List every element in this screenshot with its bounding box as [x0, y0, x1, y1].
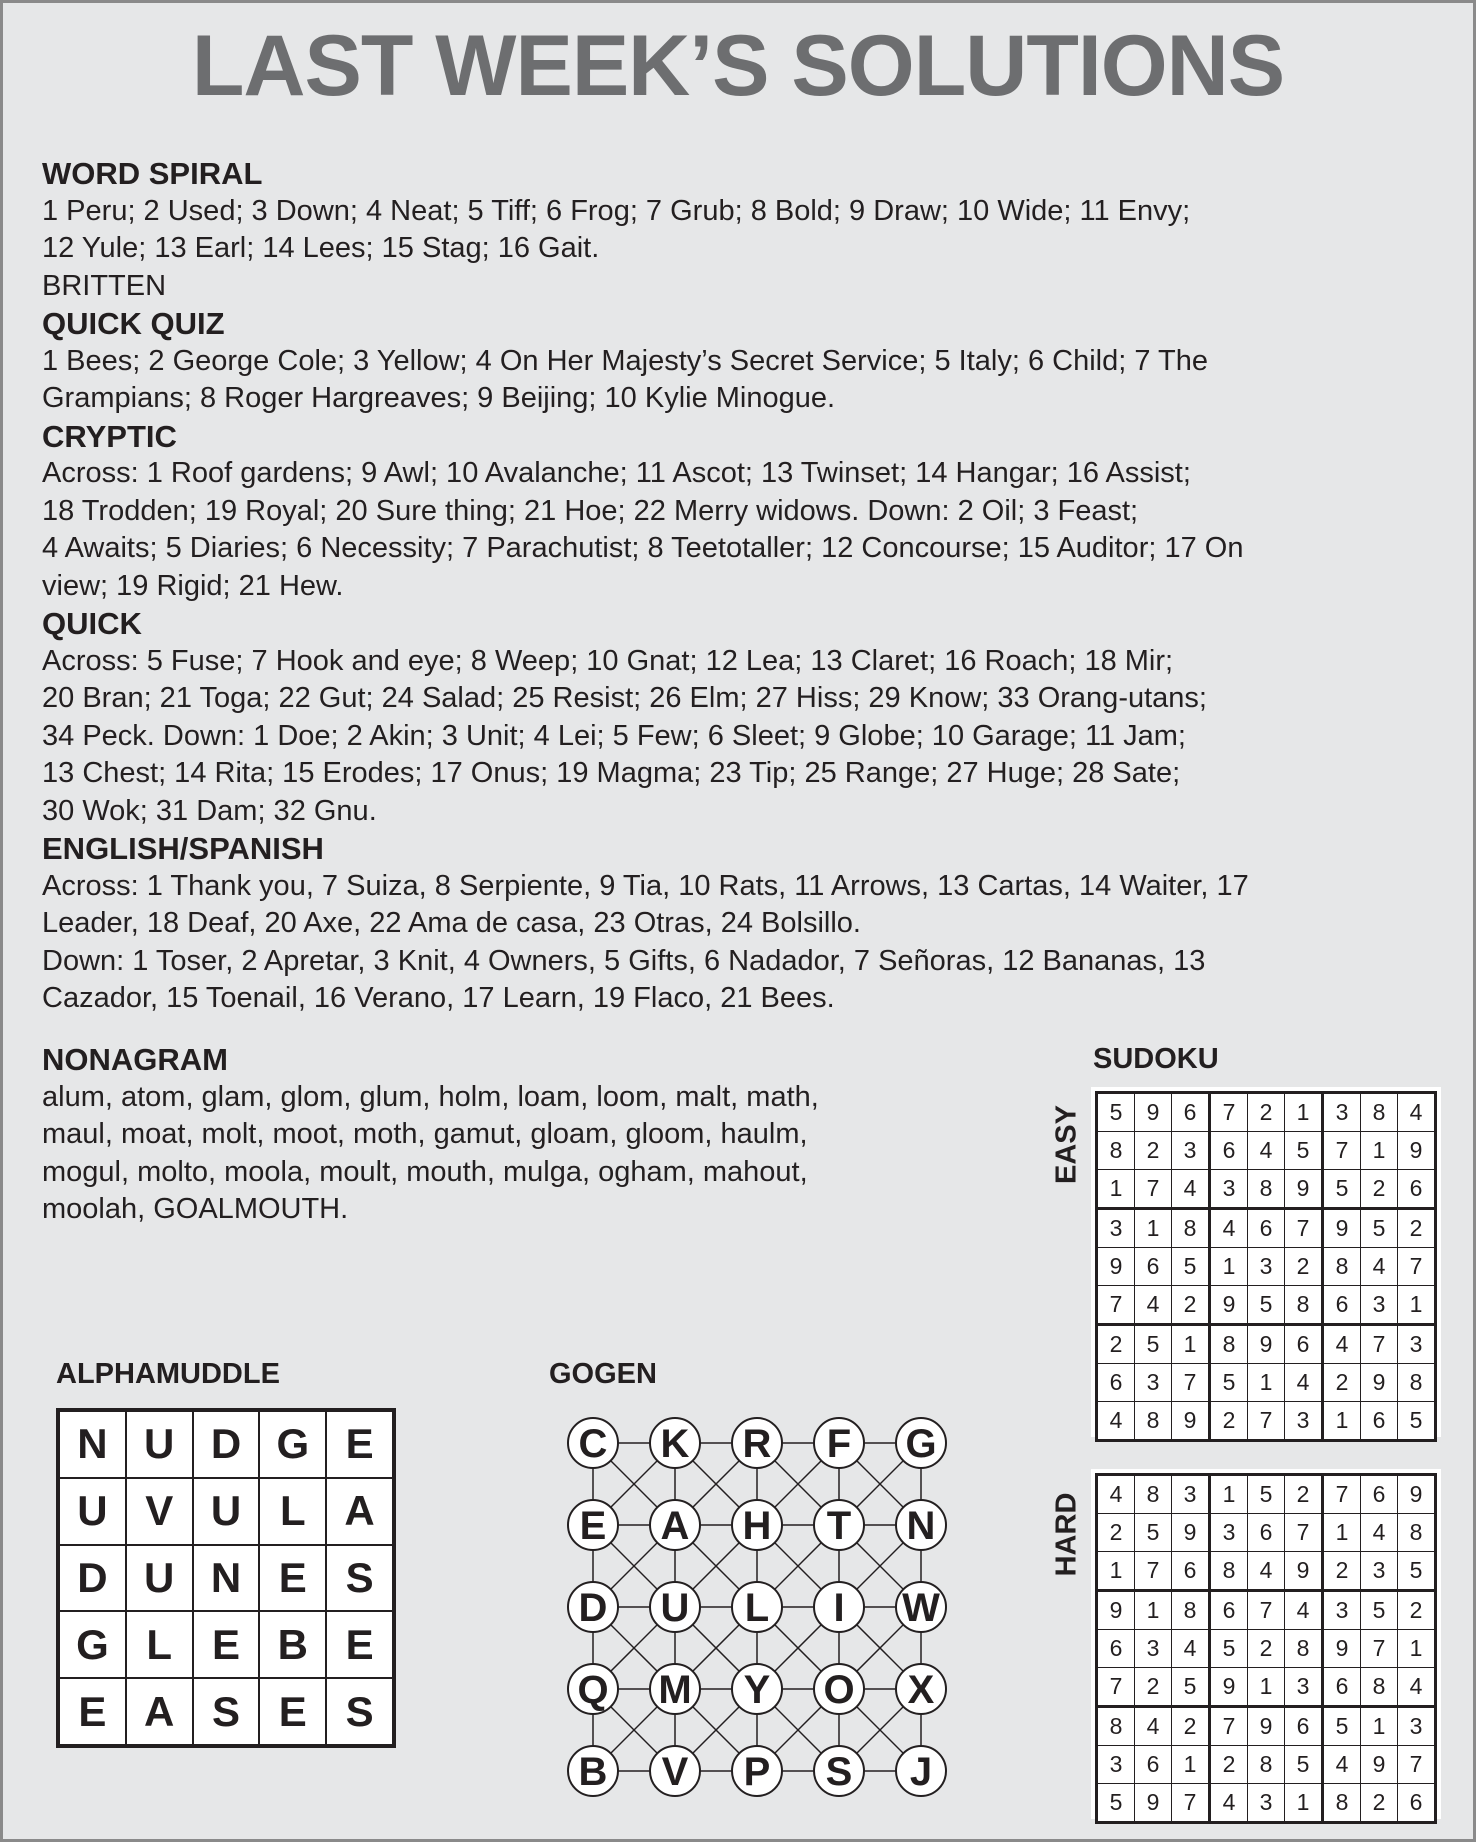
gogen-letter: U — [660, 1586, 690, 1630]
sudoku-cell: 5 — [1398, 1552, 1436, 1591]
sudoku-cell: 3 — [1097, 1209, 1135, 1248]
sudoku-cell: 6 — [1361, 1402, 1398, 1441]
gogen-letter: Q — [577, 1668, 609, 1712]
sudoku-cell: 6 — [1323, 1286, 1361, 1325]
sudoku-cell: 8 — [1172, 1209, 1210, 1248]
section-nonagram — [42, 1041, 1002, 1229]
sudoku-cell: 2 — [1135, 1668, 1172, 1707]
sudoku-cell: 2 — [1285, 1248, 1323, 1286]
gogen-letter: A — [660, 1504, 690, 1548]
alphamuddle-cell: A — [326, 1478, 393, 1545]
gogen-letter: J — [909, 1750, 933, 1794]
gogen-letter: P — [743, 1750, 771, 1794]
sudoku-cell: 8 — [1398, 1364, 1436, 1402]
sudoku-cell: 1 — [1248, 1668, 1285, 1707]
sudoku-cell: 9 — [1097, 1248, 1135, 1286]
sudoku-cell: 6 — [1097, 1630, 1135, 1668]
sudoku-cell: 9 — [1172, 1514, 1210, 1552]
sudoku-cell: 3 — [1135, 1630, 1172, 1668]
sudoku-cell: 4 — [1398, 1093, 1436, 1132]
section-line: Down: 1 Toser, 2 Apretar, 3 Knit, 4 Owners, 5 Gifts, 6 Nadador, 7 Señoras, 12 Bananas, 13 — [42, 944, 1206, 977]
section-heading: ENGLISH/SPANISH — [42, 831, 324, 866]
sudoku-cell: 7 — [1398, 1248, 1436, 1286]
section-line: 1 Bees; 2 George Cole; 3 Yellow; 4 On Her Majesty’s Secret Service; 5 Italy; 6 Child; 7 The — [42, 344, 1208, 377]
sudoku-cell: 4 — [1361, 1248, 1398, 1286]
sudoku-easy-label: EASY — [1050, 1105, 1083, 1184]
sudoku-cell: 2 — [1361, 1784, 1398, 1823]
sudoku-cell: 5 — [1361, 1209, 1398, 1248]
alphamuddle-cell: L — [126, 1611, 193, 1678]
alphamuddle-cell: E — [259, 1678, 326, 1745]
sudoku-easy-grid — [1091, 1087, 1441, 1437]
sudoku-cell: 9 — [1248, 1325, 1285, 1364]
sudoku-cell: 4 — [1361, 1514, 1398, 1552]
gogen-letter: D — [578, 1586, 608, 1630]
sudoku-cell: 2 — [1398, 1209, 1436, 1248]
gogen-letter: F — [826, 1422, 852, 1466]
sudoku-cell: 6 — [1172, 1552, 1210, 1591]
sudoku-cell: 1 — [1097, 1552, 1135, 1591]
gogen-letter: V — [661, 1750, 689, 1794]
sudoku-cell: 9 — [1097, 1591, 1135, 1630]
sudoku-cell: 3 — [1361, 1286, 1398, 1325]
sudoku-cell: 9 — [1210, 1286, 1248, 1325]
sudoku-cell: 7 — [1172, 1364, 1210, 1402]
alphamuddle-cell: D — [193, 1411, 260, 1478]
sudoku-cell: 8 — [1361, 1668, 1398, 1707]
section-line: Grampians; 8 Roger Hargreaves; 9 Beijing; 10 Kylie Minogue. — [42, 382, 836, 414]
section-line: Leader, 18 Deaf, 20 Axe, 22 Ama de casa, 23 Otras, 24 Bolsillo. — [42, 907, 861, 939]
section-line: 34 Peck. Down: 1 Doe; 2 Akin; 3 Unit; 4 Lei; 5 Few; 6 Sleet; 9 Globe; 10 Garage; 11 Jam; — [42, 719, 1186, 752]
section-quick-quiz — [42, 305, 1447, 418]
sudoku-cell: 3 — [1361, 1552, 1398, 1591]
gogen-letter: N — [906, 1504, 936, 1548]
sudoku-cell: 1 — [1361, 1707, 1398, 1746]
sudoku-cell: 3 — [1323, 1093, 1361, 1132]
sudoku-cell: 4 — [1097, 1402, 1135, 1441]
sudoku-cell: 3 — [1285, 1402, 1323, 1441]
sudoku-cell: 8 — [1135, 1475, 1172, 1514]
sudoku-heading: SUDOKU — [1093, 1043, 1219, 1075]
section-line: 1 Peru; 2 Used; 3 Down; 4 Neat; 5 Tiff; 6 Frog; 7 Grub; 8 Bold; 9 Draw; 10 Wide; 11 Envy; — [42, 194, 1191, 227]
sudoku-cell: 4 — [1323, 1746, 1361, 1784]
sudoku-cell: 8 — [1323, 1784, 1361, 1823]
section-quick — [42, 605, 1447, 830]
sudoku-cell: 9 — [1398, 1475, 1436, 1514]
sudoku-cell: 1 — [1398, 1286, 1436, 1325]
alphamuddle-cell: N — [59, 1411, 126, 1478]
sudoku-cell: 3 — [1398, 1325, 1436, 1364]
sudoku-cell: 2 — [1097, 1514, 1135, 1552]
sudoku-cell: 7 — [1248, 1402, 1285, 1441]
sudoku-cell: 4 — [1172, 1170, 1210, 1209]
sudoku-cell: 2 — [1210, 1402, 1248, 1441]
alphamuddle-cell: G — [259, 1411, 326, 1478]
solutions-text — [42, 155, 1447, 1018]
alphamuddle-cell: N — [193, 1545, 260, 1612]
sudoku-cell: 3 — [1398, 1707, 1436, 1746]
sudoku-cell: 4 — [1097, 1475, 1135, 1514]
sudoku-table — [1095, 1091, 1437, 1442]
sudoku-cell: 4 — [1248, 1132, 1285, 1170]
sudoku-cell: 3 — [1248, 1784, 1285, 1823]
sudoku-cell: 6 — [1361, 1475, 1398, 1514]
section-line: Across: 1 Thank you, 7 Suiza, 8 Serpiente, 9 Tia, 10 Rats, 11 Arrows, 13 Cartas, 14 Waiter, 17 — [42, 869, 1249, 902]
gogen-letter: S — [825, 1750, 853, 1794]
sudoku-cell: 4 — [1172, 1630, 1210, 1668]
alphamuddle-cell: E — [59, 1678, 126, 1745]
section-english-spanish — [42, 830, 1447, 1018]
section-line: mogul, molto, moola, moult, mouth, mulga, ogham, mahout, — [42, 1155, 808, 1188]
section-line: Across: 5 Fuse; 7 Hook and eye; 8 Weep; 10 Gnat; 12 Lea; 13 Claret; 16 Roach; 18 Mir; — [42, 644, 1174, 677]
alphamuddle-cell: D — [59, 1545, 126, 1612]
sudoku-cell: 3 — [1097, 1746, 1135, 1784]
sudoku-cell: 4 — [1135, 1286, 1172, 1325]
sudoku-cell: 5 — [1248, 1286, 1285, 1325]
section-cryptic — [42, 418, 1447, 606]
sudoku-cell: 7 — [1248, 1591, 1285, 1630]
sudoku-cell: 6 — [1398, 1784, 1436, 1823]
sudoku-cell: 4 — [1323, 1325, 1361, 1364]
sudoku-cell: 8 — [1398, 1514, 1436, 1552]
sudoku-cell: 8 — [1285, 1286, 1323, 1325]
sudoku-cell: 8 — [1210, 1325, 1248, 1364]
section-line: moolah, GOALMOUTH. — [42, 1193, 349, 1225]
section-line: view; 19 Rigid; 21 Hew. — [42, 569, 344, 602]
sudoku-cell: 3 — [1210, 1514, 1248, 1552]
sudoku-cell: 9 — [1248, 1707, 1285, 1746]
sudoku-cell: 7 — [1285, 1209, 1323, 1248]
sudoku-cell: 5 — [1135, 1514, 1172, 1552]
sudoku-cell: 5 — [1097, 1784, 1135, 1823]
alphamuddle-cell: S — [326, 1678, 393, 1745]
sudoku-cell: 5 — [1323, 1707, 1361, 1746]
gogen-letter: X — [907, 1668, 935, 1712]
sudoku-cell: 7 — [1135, 1170, 1172, 1209]
gogen-letter: K — [660, 1422, 690, 1466]
sudoku-cell: 4 — [1210, 1784, 1248, 1823]
section-line: 4 Awaits; 5 Diaries; 6 Necessity; 7 Parachutist; 8 Teetotaller; 12 Concourse; 15 Auditor; 17 On — [42, 532, 1244, 564]
section-line: Cazador, 15 Toenail, 16 Verano, 17 Learn, 19 Flaco, 21 Bees. — [42, 982, 835, 1014]
sudoku-cell: 5 — [1285, 1132, 1323, 1170]
sudoku-cell: 5 — [1210, 1630, 1248, 1668]
sudoku-cell: 5 — [1248, 1475, 1285, 1514]
sudoku-cell: 2 — [1210, 1746, 1248, 1784]
sudoku-cell: 4 — [1285, 1591, 1323, 1630]
sudoku-cell: 1 — [1248, 1364, 1285, 1402]
sudoku-cell: 6 — [1248, 1209, 1285, 1248]
section-line: alum, atom, glam, glom, glum, holm, loam, loom, malt, math, — [42, 1080, 819, 1113]
sudoku-cell: 6 — [1135, 1746, 1172, 1784]
section-heading: CRYPTIC — [42, 418, 177, 454]
sudoku-cell: 1 — [1097, 1170, 1135, 1209]
sudoku-cell: 7 — [1135, 1552, 1172, 1591]
sudoku-cell: 3 — [1172, 1475, 1210, 1514]
gogen-letter: E — [579, 1504, 607, 1548]
alphamuddle-cell: S — [193, 1678, 260, 1745]
sudoku-cell: 7 — [1323, 1475, 1361, 1514]
sudoku-cell: 5 — [1172, 1248, 1210, 1286]
gogen-letter: C — [578, 1422, 608, 1466]
sudoku-cell: 3 — [1172, 1132, 1210, 1170]
sudoku-cell: 2 — [1248, 1630, 1285, 1668]
sudoku-cell: 7 — [1285, 1514, 1323, 1552]
sudoku-cell: 3 — [1323, 1591, 1361, 1630]
sudoku-cell: 6 — [1398, 1170, 1436, 1209]
sudoku-cell: 5 — [1398, 1402, 1436, 1441]
sudoku-cell: 9 — [1398, 1132, 1436, 1170]
section-word-spiral — [42, 155, 1447, 305]
sudoku-cell: 5 — [1323, 1170, 1361, 1209]
sudoku-cell: 6 — [1210, 1132, 1248, 1170]
alphamuddle-cell: E — [193, 1611, 260, 1678]
sudoku-hard-grid — [1091, 1469, 1441, 1819]
gogen-letter: O — [823, 1668, 855, 1712]
sudoku-cell: 2 — [1172, 1286, 1210, 1325]
alphamuddle-cell: S — [326, 1545, 393, 1612]
sudoku-cell: 1 — [1323, 1514, 1361, 1552]
gogen-letter: T — [826, 1504, 852, 1548]
sudoku-cell: 9 — [1135, 1093, 1172, 1132]
section-heading: WORD SPIRAL — [42, 156, 263, 191]
sudoku-cell: 3 — [1285, 1668, 1323, 1707]
alphamuddle-cell: E — [326, 1611, 393, 1678]
section-heading: NONAGRAM — [42, 1042, 228, 1077]
sudoku-cell: 6 — [1135, 1248, 1172, 1286]
sudoku-hard-label: HARD — [1050, 1492, 1083, 1577]
alphamuddle-cell: L — [259, 1478, 326, 1545]
sudoku-cell: 5 — [1135, 1325, 1172, 1364]
section-line: 30 Wok; 31 Dam; 32 Gnu. — [42, 794, 377, 827]
section-line: 13 Chest; 14 Rita; 15 Erodes; 17 Onus; 19 Magma; 23 Tip; 25 Range; 27 Huge; 28 Sate; — [42, 757, 1181, 789]
sudoku-cell: 9 — [1210, 1668, 1248, 1707]
sudoku-cell: 5 — [1285, 1746, 1323, 1784]
sudoku-cell: 2 — [1323, 1552, 1361, 1591]
sudoku-cell: 1 — [1398, 1630, 1436, 1668]
sudoku-cell: 7 — [1097, 1286, 1135, 1325]
alphamuddle-cell: E — [259, 1545, 326, 1612]
sudoku-cell: 9 — [1361, 1746, 1398, 1784]
sudoku-cell: 7 — [1398, 1746, 1436, 1784]
sudoku-cell: 1 — [1285, 1784, 1323, 1823]
sudoku-cell: 8 — [1097, 1132, 1135, 1170]
sudoku-cell: 3 — [1135, 1364, 1172, 1402]
sudoku-cell: 8 — [1172, 1591, 1210, 1630]
alphamuddle-grid — [56, 1408, 396, 1748]
sudoku-cell: 4 — [1285, 1364, 1323, 1402]
sudoku-cell: 5 — [1172, 1668, 1210, 1707]
sudoku-cell: 1 — [1210, 1248, 1248, 1286]
sudoku-cell: 9 — [1285, 1552, 1323, 1591]
alphamuddle-heading: ALPHAMUDDLE — [56, 1358, 280, 1390]
alphamuddle-cell: G — [59, 1611, 126, 1678]
section-line: 12 Yule; 13 Earl; 14 Lees; 15 Stag; 16 Gait. — [42, 232, 600, 264]
alphamuddle-cell: U — [126, 1411, 193, 1478]
section-heading: QUICK QUIZ — [42, 306, 225, 341]
sudoku-cell: 6 — [1248, 1514, 1285, 1552]
sudoku-cell: 4 — [1398, 1668, 1436, 1707]
gogen-letter: Y — [743, 1668, 771, 1712]
sudoku-cell: 8 — [1135, 1402, 1172, 1441]
gogen-letter: H — [742, 1504, 772, 1548]
alphamuddle-cell: B — [259, 1611, 326, 1678]
section-line: 20 Bran; 21 Toga; 22 Gut; 24 Salad; 25 Resist; 26 Elm; 27 Hiss; 29 Know; 33 Orang-utans; — [42, 682, 1207, 714]
sudoku-cell: 8 — [1097, 1707, 1135, 1746]
sudoku-cell: 2 — [1172, 1707, 1210, 1746]
section-line: Across: 1 Roof gardens; 9 Awl; 10 Avalanche; 11 Ascot; 13 Twinset; 14 Hangar; 16 Assist; — [42, 457, 1191, 489]
sudoku-cell: 5 — [1210, 1364, 1248, 1402]
sudoku-cell: 8 — [1323, 1248, 1361, 1286]
sudoku-cell: 7 — [1097, 1668, 1135, 1707]
sudoku-cell: 8 — [1210, 1552, 1248, 1591]
sudoku-cell: 6 — [1172, 1093, 1210, 1132]
sudoku-cell: 2 — [1248, 1093, 1285, 1132]
sudoku-cell: 9 — [1361, 1364, 1398, 1402]
sudoku-cell: 7 — [1210, 1707, 1248, 1746]
page-title: LAST WEEK’S SOLUTIONS — [191, 18, 1285, 114]
sudoku-cell: 1 — [1135, 1209, 1172, 1248]
sudoku-cell: 2 — [1135, 1132, 1172, 1170]
sudoku-cell: 6 — [1285, 1707, 1323, 1746]
gogen-letter: B — [578, 1750, 608, 1794]
gogen-heading: GOGEN — [549, 1358, 657, 1390]
sudoku-cell: 5 — [1361, 1591, 1398, 1630]
sudoku-cell: 1 — [1135, 1591, 1172, 1630]
sudoku-cell: 4 — [1210, 1209, 1248, 1248]
sudoku-cell: 2 — [1323, 1364, 1361, 1402]
sudoku-cell: 9 — [1323, 1630, 1361, 1668]
sudoku-cell: 3 — [1248, 1248, 1285, 1286]
sudoku-cell: 2 — [1097, 1325, 1135, 1364]
section-line: maul, moat, molt, moot, moth, gamut, gloam, gloom, haulm, — [42, 1118, 808, 1150]
gogen-letter: M — [658, 1668, 692, 1712]
sudoku-cell: 9 — [1285, 1170, 1323, 1209]
sudoku-cell: 9 — [1135, 1784, 1172, 1823]
sudoku-cell: 7 — [1323, 1132, 1361, 1170]
gogen-letter: I — [833, 1586, 845, 1630]
sudoku-cell: 1 — [1323, 1402, 1361, 1441]
sudoku-cell: 7 — [1210, 1093, 1248, 1132]
sudoku-cell: 9 — [1323, 1209, 1361, 1248]
gogen-grid — [553, 1403, 953, 1823]
sudoku-cell: 2 — [1361, 1170, 1398, 1209]
sudoku-cell: 2 — [1285, 1475, 1323, 1514]
sudoku-cell: 7 — [1172, 1784, 1210, 1823]
sudoku-cell: 6 — [1097, 1364, 1135, 1402]
alphamuddle-cell: E — [326, 1411, 393, 1478]
alphamuddle-cell: U — [126, 1545, 193, 1612]
sudoku-cell: 8 — [1285, 1630, 1323, 1668]
sudoku-cell: 2 — [1398, 1591, 1436, 1630]
sudoku-cell: 6 — [1285, 1325, 1323, 1364]
sudoku-cell: 5 — [1097, 1093, 1135, 1132]
sudoku-cell: 4 — [1135, 1707, 1172, 1746]
sudoku-cell: 1 — [1172, 1325, 1210, 1364]
sudoku-cell: 6 — [1323, 1668, 1361, 1707]
alphamuddle-cell: V — [126, 1478, 193, 1545]
sudoku-cell: 8 — [1361, 1093, 1398, 1132]
sudoku-cell: 7 — [1361, 1325, 1398, 1364]
sudoku-cell: 1 — [1285, 1093, 1323, 1132]
sudoku-cell: 3 — [1210, 1170, 1248, 1209]
sudoku-cell: 4 — [1248, 1552, 1285, 1591]
sudoku-cell: 1 — [1210, 1475, 1248, 1514]
section-heading: QUICK — [42, 606, 142, 641]
gogen-letter: W — [902, 1586, 940, 1630]
alphamuddle-cell: A — [126, 1678, 193, 1745]
gogen-letter: R — [742, 1422, 772, 1466]
alphamuddle-cell: U — [193, 1478, 260, 1545]
sudoku-cell: 8 — [1248, 1746, 1285, 1784]
sudoku-cell: 8 — [1248, 1170, 1285, 1209]
sudoku-cell: 6 — [1210, 1591, 1248, 1630]
gogen-letter: G — [905, 1422, 937, 1466]
gogen-letter: L — [744, 1586, 770, 1630]
alphamuddle-cell: U — [59, 1478, 126, 1545]
sudoku-cell: 1 — [1361, 1132, 1398, 1170]
sudoku-cell: 1 — [1172, 1746, 1210, 1784]
section-line: BRITTEN — [42, 269, 167, 302]
sudoku-cell: 9 — [1172, 1402, 1210, 1441]
sudoku-table — [1095, 1473, 1437, 1824]
sudoku-cell: 7 — [1361, 1630, 1398, 1668]
section-line: 18 Trodden; 19 Royal; 20 Sure thing; 21 Hoe; 22 Merry widows. Down: 2 Oil; 3 Feast; — [42, 494, 1139, 527]
